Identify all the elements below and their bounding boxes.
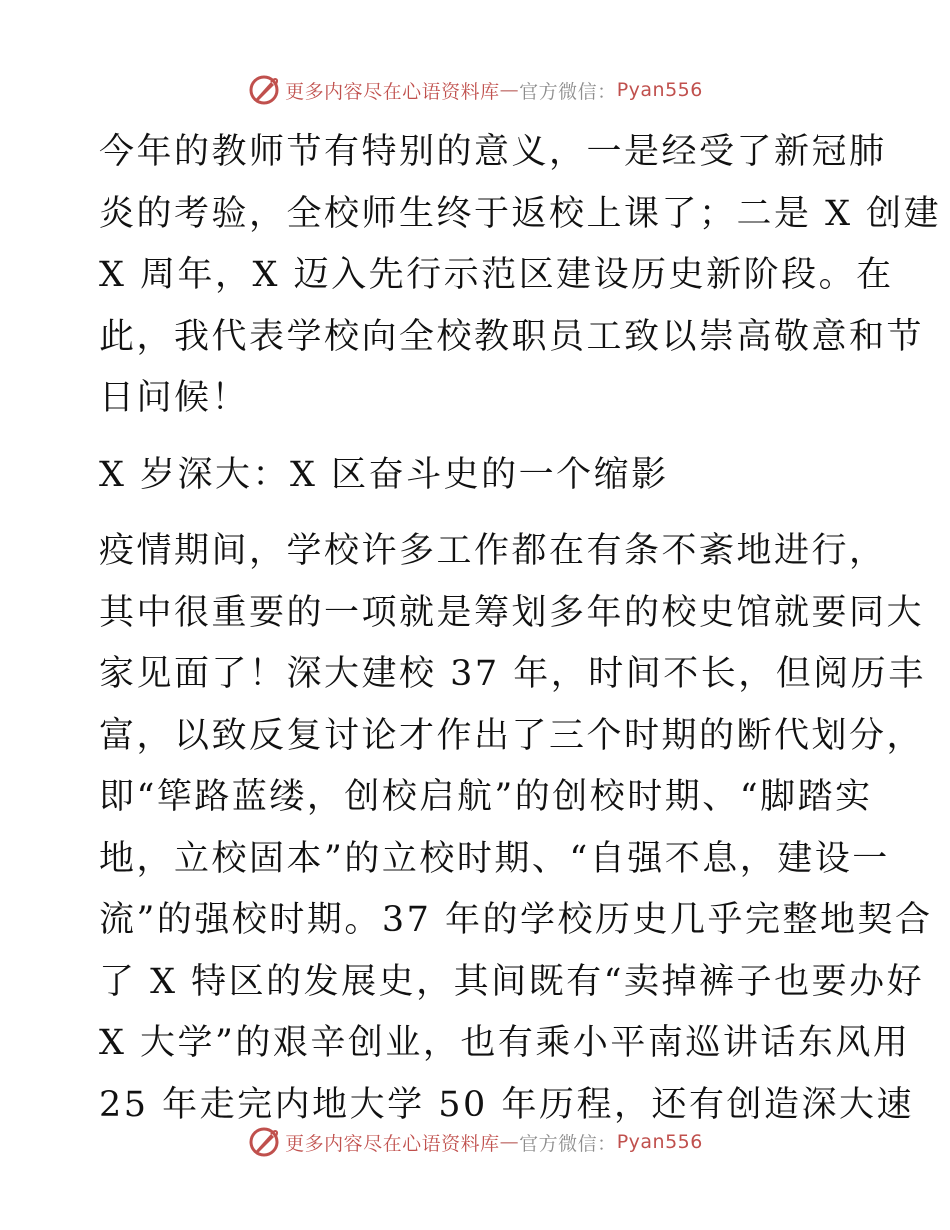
text-line: 此，我代表学校向全校教职员工致以崇高敬意和节 xyxy=(99,316,925,357)
text-line: X 大学”的艰辛创业，也有乘小平南巡讲话东风用 xyxy=(99,1023,911,1063)
text-line: 了 X 特区的发展史，其间既有“卖掉裤子也要办好 xyxy=(99,961,925,1002)
watermark-wechat-id: Pyan556 xyxy=(616,1131,703,1153)
footer-watermark xyxy=(0,1122,950,1162)
heading-line: X 岁深大：X 区奋斗史的一个缩影 xyxy=(99,454,669,495)
text-line: 即“筚路蓝缕，创校启航”的创校时期、“脚踏实 xyxy=(99,777,873,817)
watermark-official-label: 官方微信： xyxy=(519,80,617,103)
feather-pen-logo-icon xyxy=(247,73,281,107)
feather-pen-logo-icon xyxy=(247,1125,281,1159)
watermark-official-label: 官方微信： xyxy=(519,1132,617,1155)
paragraph-intro xyxy=(99,122,942,430)
text-line: 今年的教师节有特别的意义，一是经受了新冠肺 xyxy=(99,132,887,172)
text-line: 流”的强校时期。37 年的学校历史几乎完整地契合 xyxy=(99,900,933,940)
text-line: 日问候！ xyxy=(99,378,250,418)
text-line: 炎的考验，全校师生终于返校上课了；二是 X 创建 xyxy=(99,193,942,234)
watermark-brand: 更多内容尽在心语资料库 xyxy=(285,1132,500,1155)
watermark-separator: — xyxy=(499,1131,520,1153)
text-line: 富，以致反复讨论才作出了三个时期的断代划分， xyxy=(99,715,925,756)
watermark-wechat-id: Pyan556 xyxy=(616,79,703,101)
watermark-separator: — xyxy=(499,79,520,101)
text-line: 其中很重要的一项就是筹划多年的校史馆就要同大 xyxy=(99,592,925,633)
document-body xyxy=(99,122,942,1136)
text-line: 25 年走完内地大学 50 年历程，还有创造深大速 xyxy=(99,1084,914,1125)
section-heading xyxy=(99,445,859,507)
text-line: 地，立校固本”的立校时期、“自强不息，建设一 xyxy=(99,838,890,879)
watermark-brand: 更多内容尽在心语资料库 xyxy=(285,80,500,103)
text-line: X 周年，X 迈入先行示范区建设历史新阶段。在 xyxy=(99,255,894,295)
text-line: 家见面了！深大建校 37 年，时间不长，但阅历丰 xyxy=(99,654,926,694)
header-watermark xyxy=(0,70,950,110)
paragraph-history xyxy=(99,521,933,1136)
text-line: 疫情期间，学校许多工作都在有条不紊地进行， xyxy=(99,531,887,571)
